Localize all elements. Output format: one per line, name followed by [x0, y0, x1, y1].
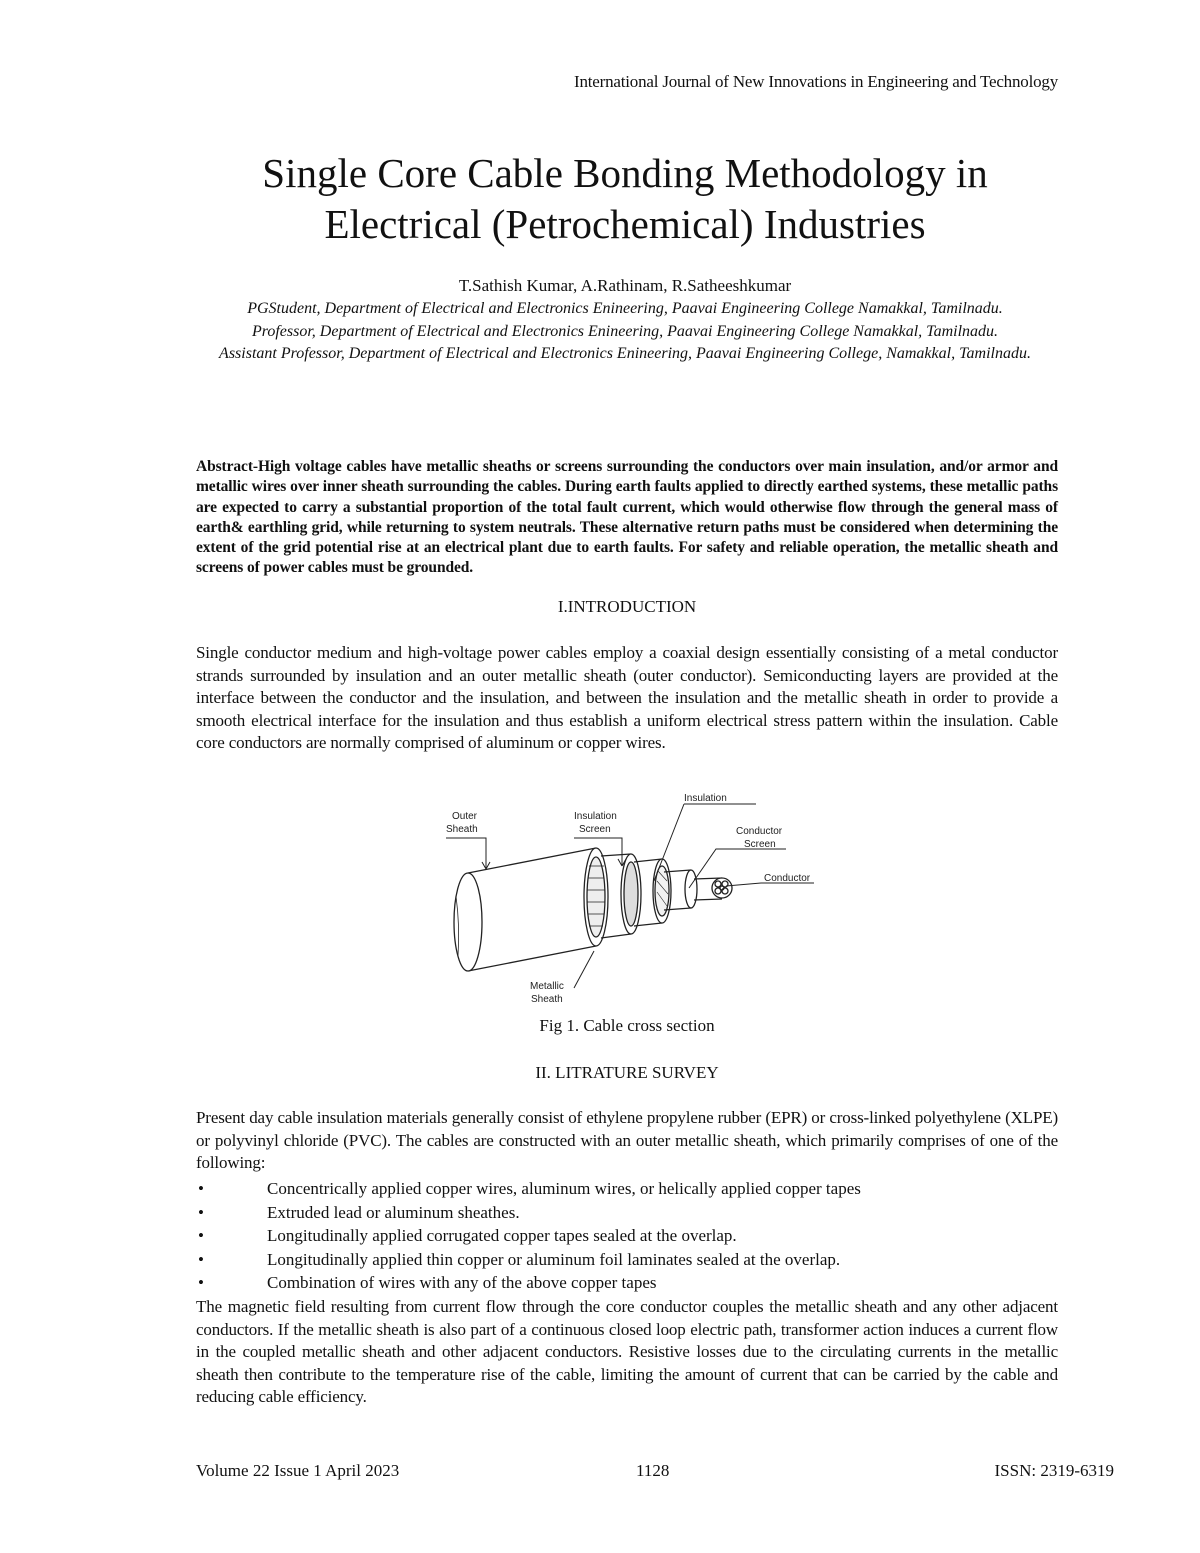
- section-heading-literature-survey: II. LITRATURE SURVEY: [535, 1063, 719, 1082]
- authors: T.Sathish Kumar, A.Rathinam, R.Satheeshkumar: [458, 276, 792, 295]
- label-conductor-screen-1: Conductor: [736, 826, 783, 837]
- paper-title: [120, 148, 1130, 250]
- bullet-icon: •: [198, 1273, 204, 1292]
- sheath-types-list: [196, 1177, 1058, 1295]
- label-metallic-sheath-1: Metallic: [530, 981, 564, 992]
- label-metallic-sheath-2: Sheath: [531, 994, 563, 1005]
- label-outer-sheath-1: Outer: [452, 811, 478, 822]
- affiliation-1: PGStudent, Department of Electrical and Electronics Enineering, Paavai Engineering College Namakkal, Tamilnadu.: [247, 300, 1003, 317]
- label-insulation-screen-2: Screen: [579, 824, 611, 835]
- list-item-text: Concentrically applied copper wires, aluminum wires, or helically applied copper tapes: [267, 1179, 861, 1198]
- label-insulation: Insulation: [684, 793, 727, 804]
- list-item-text: Longitudinally applied corrugated copper tapes sealed at the overlap.: [267, 1226, 737, 1245]
- footer-issn: ISSN: 2319-6319: [994, 1461, 1114, 1480]
- section-heading-introduction: I.INTRODUCTION: [557, 597, 697, 616]
- title-line-1: Single Core Cable Bonding Methodology in: [262, 150, 988, 196]
- list-item: [196, 1248, 1058, 1272]
- list-item-text: Longitudinally applied thin copper or aluminum foil laminates sealed at the overlap.: [267, 1249, 841, 1269]
- affiliations: [196, 298, 1054, 366]
- bullet-icon: •: [198, 1179, 204, 1198]
- bullet-icon: •: [198, 1226, 204, 1245]
- footer-volume: Volume 22 Issue 1 April 2023: [196, 1461, 400, 1480]
- label-conductor-screen-2: Screen: [744, 839, 776, 850]
- affiliation-2: Professor, Department of Electrical and Electronics Enineering, Paavai Engineering College Namakkal, Tamilnadu.: [251, 322, 999, 340]
- survey-paragraph-2: The magnetic field resulting from current flow through the core conductor couples the metallic sheath and any other adjacent conductors. If the metallic sheath is also part of a continuous closed loop electric path, transformer action induces a current flow in the coupled metallic sheath and other adjacent conductors. Resistive losses due to the circulating currents in the metallic sheath then contribute to the temperature rise of the cable, limiting the amount of current that can be carried by the cable and reducing cable efficiency.: [196, 1297, 1058, 1407]
- bullet-icon: •: [198, 1249, 204, 1269]
- cable-cross-section-figure: [426, 786, 826, 1016]
- label-outer-sheath-2: Sheath: [446, 824, 478, 835]
- journal-name: International Journal of New Innovations in Engineering and Technology: [574, 72, 1058, 91]
- list-item: [196, 1177, 1058, 1201]
- survey-paragraph-1: Present day cable insulation materials generally consist of ethylene propylene rubber (EPR) or cross-linked polyethylene (XLPE) or polyvinyl chloride (PVC). The cables are constructed with an outer metallic sheath, which primarily comprises of one of the following:: [196, 1108, 1058, 1173]
- list-item-text: Combination of wires with any of the above copper tapes: [267, 1273, 657, 1292]
- title-line-2: Electrical (Petrochemical) Industries: [324, 201, 926, 247]
- list-item: [196, 1201, 1058, 1225]
- figure-caption: Fig 1. Cable cross section: [539, 1016, 715, 1035]
- footer-page-number: 1128: [636, 1461, 670, 1480]
- abstract: Abstract-High voltage cables have metallic sheaths or screens surrounding the conductors over main insulation, and/or armor and metallic wires over inner sheath surrounding the cables. During earth faults applied to directly earthed systems, these metallic paths are expected to carry a substantial proportion of the total fault current, which would otherwise flow through the general mass of earth& earthling grid, while returning to system neutrals. These alternative return paths must be considered when determining the extent of the grid potential rise at an electrical plant due to earth faults. For safety and reliable operation, the metallic sheath and screens of power cables must be grounded.: [196, 458, 1058, 577]
- list-item-text: Extruded lead or aluminum sheathes.: [267, 1202, 520, 1222]
- list-item: [196, 1224, 1058, 1248]
- label-insulation-screen-1: Insulation: [574, 811, 617, 822]
- introduction-paragraph: Single conductor medium and high-voltage power cables employ a coaxial design essentially consisting of a metal conductor strands surrounded by insulation and an outer metallic sheath (outer conductor). Semiconducting layers are provided at the interface between the conductor and the insulation, and between the insulation and the metallic sheath in order to provide a smooth electrical interface for the insulation and thus establish a uniform electrical stress pattern within the insulation. Cable core conductors are normally comprised of aluminum or copper wires.: [196, 643, 1058, 753]
- bullet-icon: •: [198, 1202, 204, 1222]
- label-conductor: Conductor: [764, 873, 811, 884]
- affiliation-3: Assistant Professor, Department of Electrical and Electronics Enineering, Paavai Engineering College, Namakkal, Tamilnadu.: [219, 345, 1031, 362]
- list-item: [196, 1271, 1058, 1295]
